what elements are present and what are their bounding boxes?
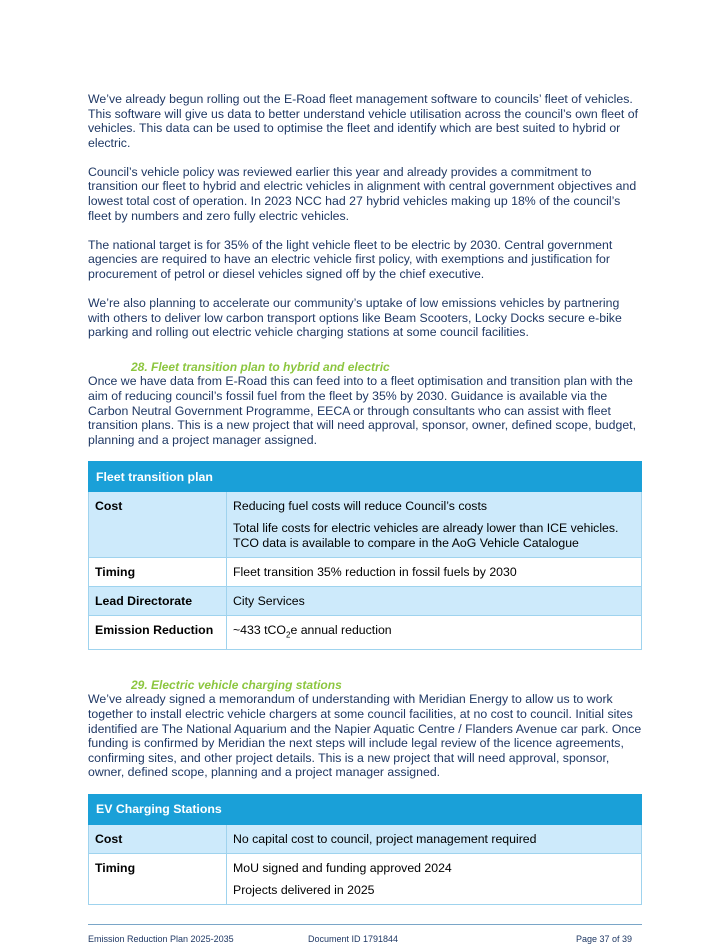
emission-suffix: e annual reduction: [290, 623, 392, 638]
cost-line-1: Reducing fuel costs will reduce Council’s costs: [233, 499, 488, 514]
table-row: [89, 824, 642, 853]
ev-timing-value: [227, 853, 642, 904]
timing-label: Timing: [89, 558, 227, 587]
ev-timing-label: Timing: [89, 853, 227, 904]
table-row: [89, 492, 642, 558]
fleet-table-title: Fleet transition plan: [89, 462, 642, 492]
section-28-body: Once we have data from E-Road this can feed into to a fleet optimisation and transition plan with the aim of reducing council’s fossil fuel from the fleet by 35% by 2030. Guidance is available via the Carbon Neutral Government Programme, EECA or through consultants who can assist with fleet transition plans. This is a new project that will need approval, sponsor, owner, defined scope, budget, planning and a project manager assigned.: [88, 374, 636, 447]
footer-page-number: Page 37 of 39: [575, 934, 632, 944]
table-row: [89, 558, 642, 587]
ev-timing-line-2: Projects delivered in 2025: [233, 882, 375, 897]
emission-subscript: 2: [285, 630, 291, 640]
lead-directorate-value: City Services: [227, 587, 642, 616]
ev-charging-table: [88, 794, 642, 905]
emission-reduction-label: Emission Reduction: [89, 616, 227, 649]
footer-document-id: Document ID 1791844: [308, 934, 399, 944]
section-28-heading: 28. Fleet transition plan to hybrid and electric: [131, 359, 390, 374]
table-row: [89, 587, 642, 616]
paragraph-eroad: We’ve already begun rolling out the E-Road fleet management software to councils’ fleet of vehicles. This software will give us data to better understand vehicle utilisation across the council’s own fleet of vehicles. This data can be used to optimise the fleet and identify which are best suited to hybrid or electric.: [88, 92, 639, 150]
paragraph-vehicle-policy: Council’s vehicle policy was reviewed earlier this year and already provides a commitment to transition our fleet to hybrid and electric vehicles in alignment with central government objectives and lowest total cost of operation. In 2023 NCC had 27 hybrid vehicles making up 18% of the council’s fleet by numbers and zero fully electric vehicles.: [88, 164, 637, 223]
ev-cost-value: No capital cost to council, project management required: [227, 824, 642, 853]
lead-directorate-label: Lead Directorate: [89, 587, 227, 616]
emission-reduction-value: [227, 616, 642, 649]
ev-table-title: EV Charging Stations: [89, 794, 642, 824]
footer-document-title: Emission Reduction Plan 2025-2035: [88, 934, 234, 944]
page-content: [88, 92, 644, 905]
emission-prefix: ~433 tCO: [233, 623, 286, 638]
fleet-transition-table: [88, 461, 642, 649]
cost-value: [227, 492, 642, 558]
cost-line-2: Total life costs for electric vehicles are already lower than ICE vehicles. TCO data is available to compare in the AoG Vehicle Catalogue: [233, 521, 619, 551]
section-29-heading: 29. Electric vehicle charging stations: [131, 677, 342, 692]
table-row: [89, 853, 642, 904]
ev-timing-line-1: MoU signed and funding approved 2024: [233, 860, 452, 875]
page-footer: [88, 924, 642, 944]
timing-value: Fleet transition 35% reduction in fossil fuels by 2030: [227, 558, 642, 587]
ev-cost-label: Cost: [89, 824, 227, 853]
cost-label: Cost: [89, 492, 227, 558]
paragraph-community-uptake: We’re also planning to accelerate our community’s uptake of low emissions vehicles by partnering with others to deliver low carbon transport options like Beam Scooters, Locky Docks secure e-bike parking and rolling out electric vehicle charging stations at some council facilities.: [88, 296, 622, 340]
paragraph-national-target: The national target is for 35% of the light vehicle fleet to be electric by 2030. Central government agencies are required to have an electric vehicle first policy, with exemptions and justification for procurement of petrol or diesel vehicles signed off by the chief executive.: [88, 237, 613, 281]
section-29-body: We’ve already signed a memorandum of understanding with Meridian Energy to allow us to work together to install electric vehicle chargers at some council facilities, at no cost to council. Initial sites identified are The National Aquarium and the Napier Aquatic Centre / Flanders Avenue car park. Once funding is confirmed by Meridian the next steps will include legal review of the licence agreements, confirming sites, and other project details. This is a new project that will need approval, sponsor, owner, defined scope, planning and a project manager assigned.: [88, 692, 642, 780]
table-row: [89, 616, 642, 649]
